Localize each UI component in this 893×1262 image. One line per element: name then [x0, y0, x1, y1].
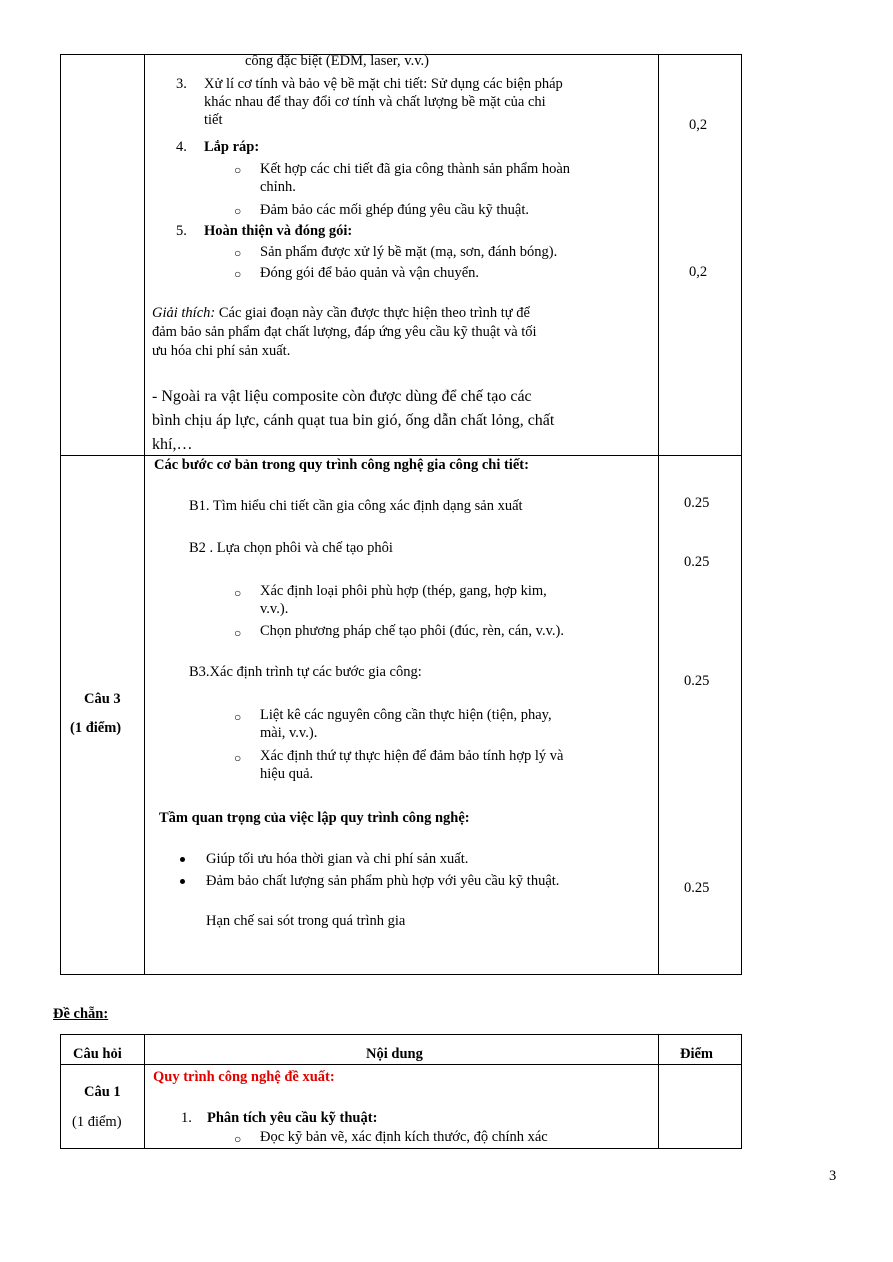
item-3-text: tiết	[204, 112, 223, 128]
step-b3-sub: mài, v.v.).	[260, 725, 318, 741]
question-points: (1 điểm)	[70, 720, 122, 736]
section-title: Đề chẵn:	[53, 1006, 109, 1022]
column-header-score: Điểm	[680, 1046, 714, 1062]
extra-note: bình chịu áp lực, cánh quạt tua bin gió, ống dẫn chất lỏng, chất	[152, 412, 555, 429]
item-5-bullet: Đóng gói để bảo quản và vận chuyển.	[260, 265, 480, 281]
item-1-number: 1.	[181, 1110, 192, 1126]
item-1-bullet: Đọc kỹ bản vẽ, xác định kích thước, độ chính xác	[260, 1129, 548, 1145]
circle-bullet-icon: ○	[234, 586, 242, 600]
item-3-text: khác nhau để thay đổi cơ tính và chất lượng bề mặt của chi	[204, 94, 546, 110]
item-1-title: Phân tích yêu cầu kỹ thuật:	[207, 1110, 378, 1126]
score: 0,2	[689, 117, 708, 133]
continuation-line: công đặc biệt (EDM, laser, v.v.)	[245, 53, 429, 69]
circle-bullet-icon: ○	[234, 267, 242, 281]
page-number: 3	[829, 1168, 837, 1184]
circle-bullet-icon: ○	[234, 751, 242, 765]
importance-bullet: Đảm bảo chất lượng sản phẩm phù hợp với yêu cầu kỹ thuật.	[206, 873, 560, 889]
item-3-number: 3.	[176, 76, 187, 92]
question-label: Câu 1	[84, 1084, 121, 1100]
bullet-dot-icon	[180, 857, 185, 862]
step-b2-sub: Chọn phương pháp chế tạo phôi (đúc, rèn, cán, v.v.).	[260, 623, 564, 639]
item-5-bullet: Sản phẩm được xử lý bề mặt (mạ, sơn, đánh bóng).	[260, 244, 558, 260]
column-header-content: Nội dung	[366, 1046, 423, 1062]
circle-bullet-icon: ○	[234, 204, 242, 218]
step-b3: B3.Xác định trình tự các bước gia công:	[189, 664, 422, 680]
score: 0.25	[684, 673, 710, 689]
importance-heading: Tầm quan trọng của việc lập quy trình công nghệ:	[159, 810, 470, 826]
circle-bullet-icon: ○	[234, 246, 242, 260]
section-heading: Các bước cơ bản trong quy trình công nghệ gia công chi tiết:	[154, 457, 529, 473]
step-b3-sub: Liệt kê các nguyên công cần thực hiện (tiện, phay,	[260, 707, 552, 723]
item-3-text: Xử lí cơ tính và bảo vệ bề mặt chi tiết: Sử dụng các biện pháp	[204, 76, 563, 92]
importance-line: Hạn chế sai sót trong quá trình gia	[206, 913, 406, 929]
explanation: ưu hóa chi phí sản xuất.	[152, 343, 291, 359]
red-heading: Quy trình công nghệ đề xuất:	[153, 1069, 335, 1085]
step-b1: B1. Tìm hiểu chi tiết cần gia công xác định dạng sản xuất	[189, 498, 523, 514]
item-4-number: 4.	[176, 139, 187, 155]
column-header-question: Câu hỏi	[73, 1046, 122, 1062]
question-label: Câu 3	[84, 691, 121, 707]
score: 0.25	[684, 880, 710, 896]
item-4-bullet: Đảm bảo các mối ghép đúng yêu cầu kỹ thuật.	[260, 202, 529, 218]
explanation: đảm bảo sản phẩm đạt chất lượng, đáp ứng yêu cầu kỹ thuật và tối	[152, 324, 537, 340]
step-b2-sub: Xác định loại phôi phù hợp (thép, gang, hợp kim,	[260, 583, 547, 599]
item-4-bullet: chỉnh.	[260, 179, 296, 195]
item-4-title: Lắp ráp:	[204, 139, 260, 155]
score: 0.25	[684, 554, 710, 570]
score: 0,2	[689, 264, 708, 280]
step-b3-sub: Xác định thứ tự thực hiện để đảm bảo tính hợp lý và	[260, 748, 564, 764]
extra-note: - Ngoài ra vật liệu composite còn được dùng để chế tạo các	[152, 388, 532, 405]
bullet-dot-icon	[180, 879, 185, 884]
step-b2: B2 . Lựa chọn phôi và chế tạo phôi	[189, 540, 393, 556]
score: 0.25	[684, 495, 710, 511]
item-5-title: Hoàn thiện và đóng gói:	[204, 223, 353, 239]
circle-bullet-icon: ○	[234, 710, 242, 724]
importance-bullet: Giúp tối ưu hóa thời gian và chi phí sản xuất.	[206, 851, 469, 867]
question-points: (1 điểm)	[72, 1114, 122, 1130]
circle-bullet-icon: ○	[234, 1132, 242, 1146]
item-5-number: 5.	[176, 223, 187, 239]
circle-bullet-icon: ○	[234, 163, 242, 177]
circle-bullet-icon: ○	[234, 626, 242, 640]
step-b3-sub: hiệu quả.	[260, 766, 314, 782]
extra-note: khí,…	[152, 436, 193, 453]
item-4-bullet: Kết hợp các chi tiết đã gia công thành sản phẩm hoàn	[260, 161, 571, 177]
explanation: Giải thích: Các giai đoạn này cần được thực hiện theo trình tự để	[152, 305, 530, 321]
step-b2-sub: v.v.).	[260, 601, 289, 617]
